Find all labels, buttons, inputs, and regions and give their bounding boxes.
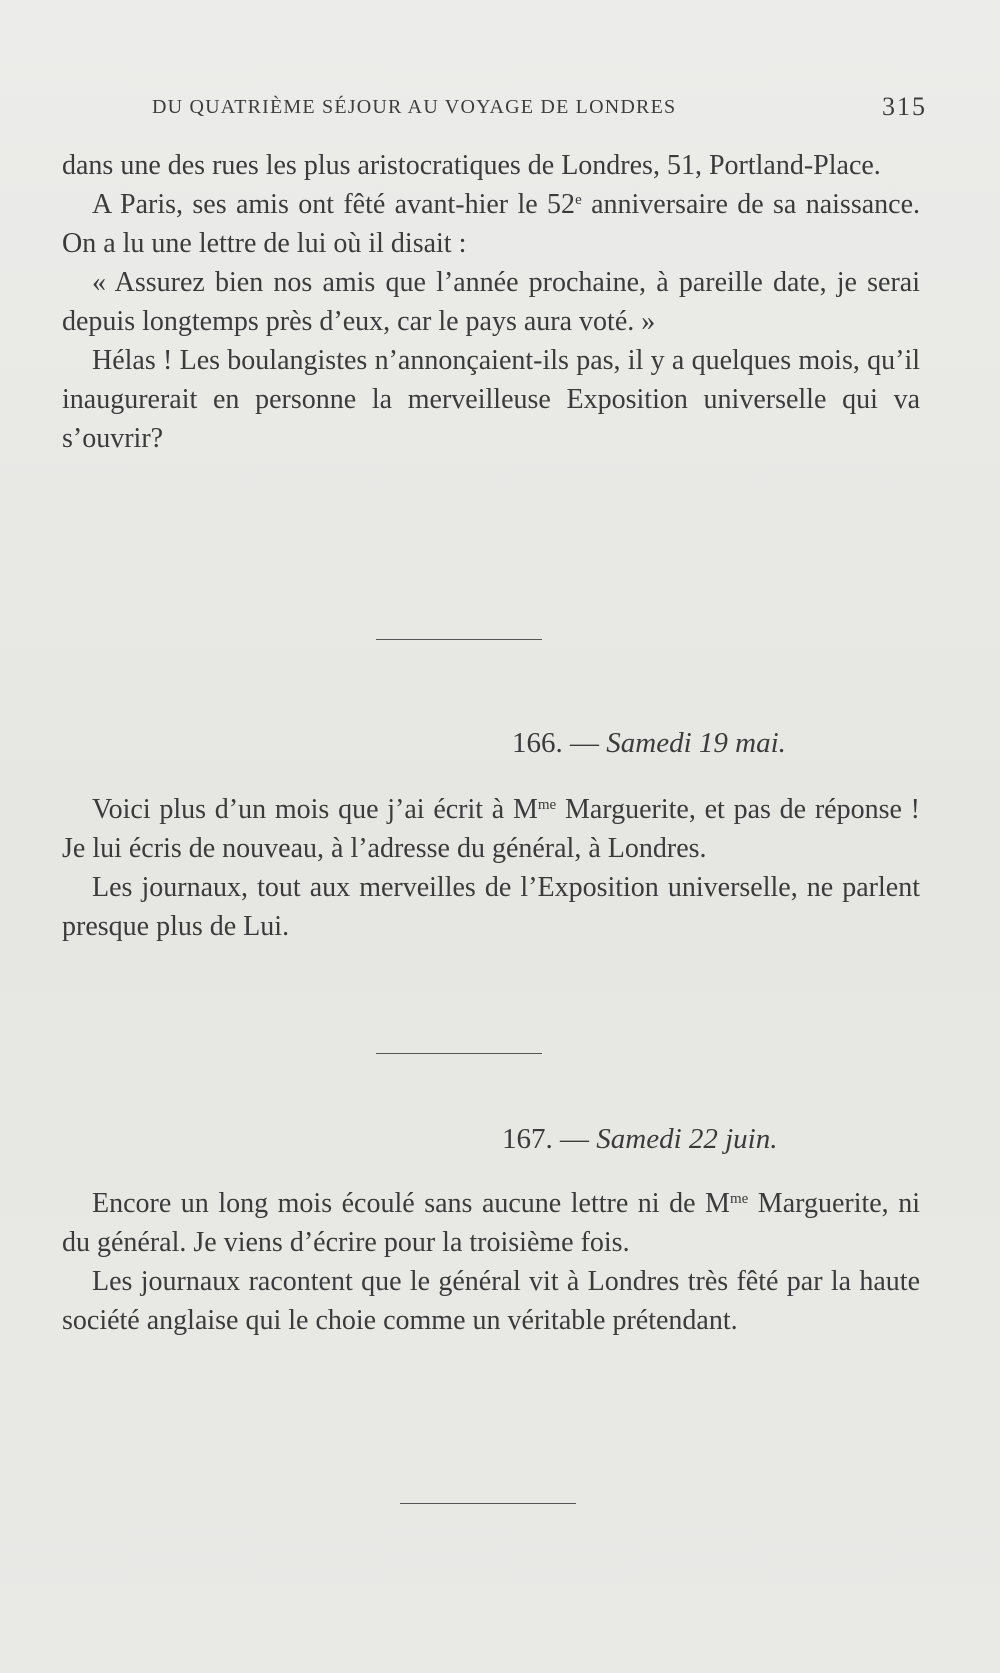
- entry-date: Samedi 22 juin.: [596, 1123, 778, 1155]
- entry-heading-166: [512, 727, 786, 760]
- paragraph-letter: Voici plus d’un mois que j’ai écrit à $M^{me}$ Marguerite, et pas de réponse ! Je lui écris de nouveau, à l’adresse du général, à Londres.: [62, 794, 920, 864]
- paragraph-newspapers: Les journaux, tout aux merveilles de l’Exposition universelle, ne parlent presque plus de Lui.: [62, 872, 920, 942]
- entry-166-text: [62, 790, 920, 946]
- paragraph-continued: dans une des rues les plus aristocratiques de Londres, 51, Portland-Place.: [62, 150, 881, 181]
- paragraph-boulangistes: Hélas ! Les boulangistes n’annonçaient-ils pas, il y a quelques mois, qu’il inaugurerait en personne la merveilleuse Exposition universelle qui va s’ouvrir?: [62, 345, 920, 454]
- paragraph-long-month: Encore un long mois écoulé sans aucune lettre ni de $M^{me}$ Marguerite, ni du général. Je viens d’écrire pour la troisième fois.: [62, 1188, 920, 1258]
- page-number: 315: [882, 92, 927, 121]
- running-title: DU QUATRIÈME SÉJOUR AU VOYAGE DE LONDRES: [152, 96, 677, 118]
- section-divider: [400, 1503, 576, 1504]
- entry-number: 166. —: [512, 727, 599, 759]
- entry-heading-167: [502, 1123, 778, 1156]
- paragraph-quote: « Assurez bien nos amis que l’année prochaine, à pareille date, je serai depuis longtemps près d’eux, car le pays aura voté. »: [62, 267, 920, 337]
- running-head: [152, 92, 927, 128]
- paragraph-anniversary: A Paris, ses amis ont fêté avant-hier le 52e anniversaire de sa naissance. On a lu une lettre de lui où il disait :: [62, 189, 921, 259]
- entry-167-text: [62, 1184, 920, 1340]
- section-continued-text: [62, 146, 920, 458]
- entry-date: Samedi 19 mai.: [606, 727, 786, 759]
- paragraph-london-society: Les journaux racontent que le général vit à Londres très fêté par la haute société anglaise qui le choie comme un véritable prétendant.: [62, 1266, 920, 1336]
- section-divider: [376, 639, 542, 640]
- entry-number: 167. —: [502, 1123, 589, 1155]
- section-divider: [376, 1053, 542, 1054]
